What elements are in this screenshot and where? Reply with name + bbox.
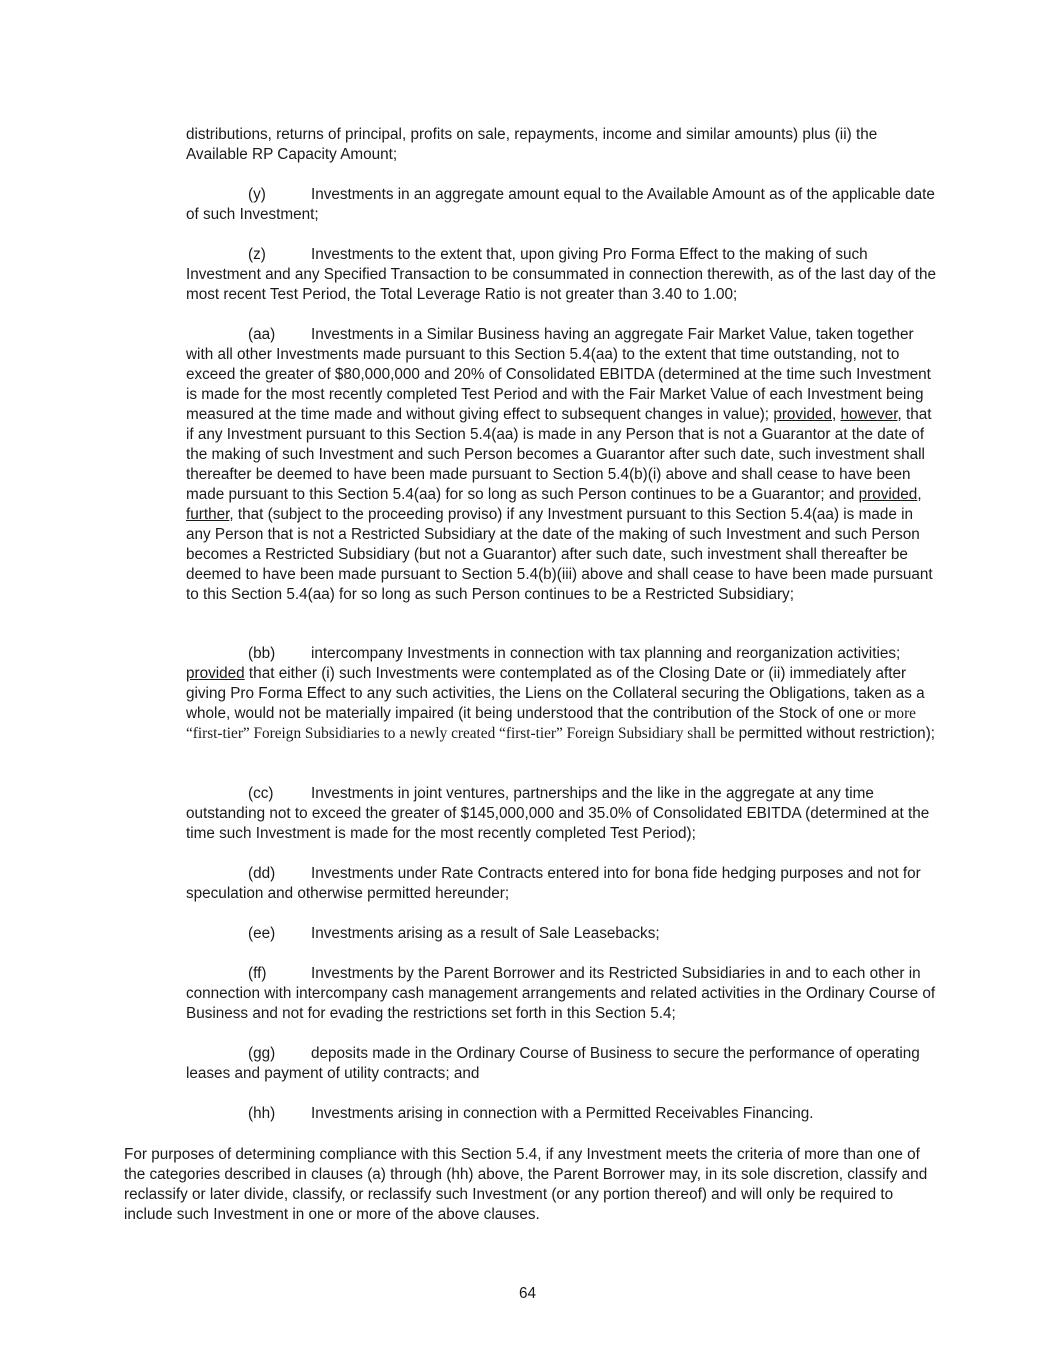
clause-text: Investments by the Parent Borrower and its Restricted Subsidiaries in and to each other in connection with intercompany cash management arrangements and related activities in the Ordinary Course of Business and not for evading the restrictions set forth in this Section 5.4; xyxy=(186,965,936,1022)
clause-text: intercompany Investments in connection with tax planning and reorganization activities; xyxy=(311,645,901,662)
closing-paragraph: For purposes of determining compliance with this Section 5.4, if any Investment meets the criteria of more than one of the categories described in clauses (a) through (hh) above, the Parent Borrower may, in its sole discretion, classify and reclassify or later divide, classify, or reclassify such Investment (or any portion thereof) and will only be required to include such Investment in one or more of the above clauses. xyxy=(124,1146,928,1223)
clause-text: , that if any Investment pursuant to this Section 5.4(aa) is made in any Person that is not a Guarantor at the date of the making of such Investment and such Person becomes a Guarantor after such date, such investment shall thereafter be deemed to have been made pursuant to Section 5.4(b)(i) above and shall cease to have been made pursuant to this Section 5.4(aa) for so long as such Person continues to be a Guarantor; and xyxy=(186,406,932,503)
clause-text-serif: or more “first-tier” Foreign Subsidiaries to a newly created “first-tier” Foreign Subsidiary shall be xyxy=(186,705,916,742)
clause-label: (gg) xyxy=(248,1045,276,1062)
clause-text: deposits made in the Ordinary Course of Business to secure the performance of operating leases and payment of utility contracts; and xyxy=(186,1045,920,1082)
clause-text: permitted without restriction); xyxy=(734,725,936,742)
underlined-term: provided xyxy=(773,406,832,423)
clause-label: (cc) xyxy=(248,785,274,802)
underlined-term: provided xyxy=(858,486,918,503)
underlined-term: further xyxy=(186,506,230,523)
clause-label: (z) xyxy=(248,246,266,263)
clause-z xyxy=(186,245,938,305)
clause-text: Investments in joint ventures, partnerships and the like in the aggregate at any time outstanding not to exceed the greater of $145,000,000 and 35.0% of Consolidated EBITDA (determined at the time such Investment is made for the most recently completed Test Period); xyxy=(186,785,930,842)
clause-ee xyxy=(186,924,938,944)
clause-label: (ff) xyxy=(248,965,267,982)
clause-label: (y) xyxy=(248,186,266,203)
clause-text: Investments to the extent that, upon giving Pro Forma Effect to the making of such Investment and any Specified Transaction to be consummated in connection therewith, as of the last day of the most recent Test Period, the Total Leverage Ratio is not greater than 3.40 to 1.00; xyxy=(186,246,936,303)
clause-label: (ee) xyxy=(248,925,276,942)
clause-text: Investments arising in connection with a Permitted Receivables Financing. xyxy=(311,1105,814,1122)
clause-label: (hh) xyxy=(248,1105,276,1122)
clause-text: Investments arising as a result of Sale Leasebacks; xyxy=(311,925,660,942)
clause-bb xyxy=(186,644,938,744)
underlined-term: provided xyxy=(186,665,245,682)
clause-text: Investments in a Similar Business having an aggregate Fair Market Value, taken together with all other Investments made pursuant to this Section 5.4(aa) to the extent that time outstanding, not to exceed the greater of $80,000,000 and 20% of Consolidated EBITDA (determined at the time such Investment is made for the most recently completed Test Period and with the Fair Market Value of each Investment being measured at the time made and without giving effect to subsequent changes in value); xyxy=(186,326,931,423)
paragraph-continuation: distributions, returns of principal, profits on sale, repayments, income and similar amounts) plus (ii) the Available RP Capacity Amount; xyxy=(186,126,878,163)
underlined-term: however xyxy=(840,406,898,423)
clause-aa xyxy=(186,325,938,605)
clause-label: (aa) xyxy=(248,326,276,343)
clause-text: , that (subject to the proceeding proviso) if any Investment pursuant to this Section 5.4(aa) is made in any Person that is not a Restricted Subsidiary at the date of the making of such Investment and such Person becomes a Restricted Subsidiary (but not a Guarantor) after such date, such investment shall thereafter be deemed to have been made pursuant to Section 5.4(b)(iii) above and shall cease to have been made pursuant to this Section 5.4(aa) for so long as such Person continues to be a Restricted Subsidiary; xyxy=(186,506,933,603)
clause-y xyxy=(186,185,938,225)
clause-text: Investments in an aggregate amount equal to the Available Amount as of the applicable date of such Investment; xyxy=(186,186,935,223)
clause-label: (bb) xyxy=(248,645,276,662)
clause-cc xyxy=(186,784,938,844)
clause-hh xyxy=(186,1104,938,1124)
clause-label: (dd) xyxy=(248,865,276,882)
clause-text: , xyxy=(832,406,841,423)
clause-gg xyxy=(186,1044,938,1084)
clause-dd xyxy=(186,864,938,904)
clause-ff xyxy=(186,964,938,1024)
page-number: 64 xyxy=(518,1285,536,1302)
clause-text: , xyxy=(917,486,922,503)
clause-text: that either (i) such Investments were contemplated as of the Closing Date or (ii) immediately after giving Pro Forma Effect to any such activities, the Liens on the Collateral securing the Obligations, taken as a whole, would not be materially impaired (it being understood that the contribution of the Stock of one xyxy=(186,665,925,722)
clause-text: Investments under Rate Contracts entered into for bona fide hedging purposes and not for speculation and otherwise permitted hereunder; xyxy=(186,865,921,902)
